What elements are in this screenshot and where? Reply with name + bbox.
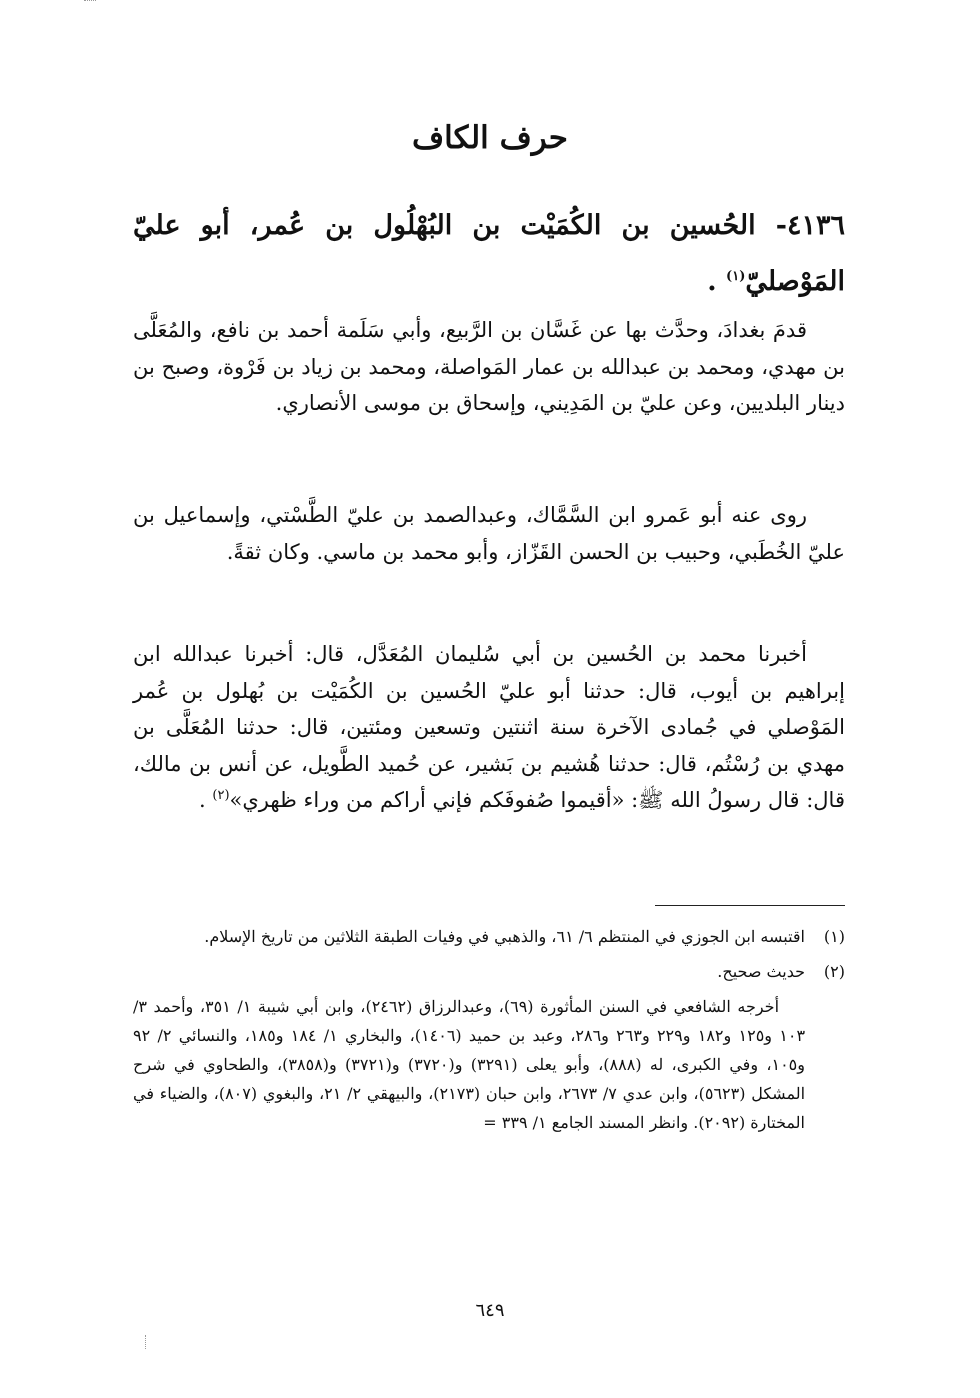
paragraph-hadith-text <box>133 636 845 819</box>
footnote-1-text: اقتبسه ابن الجوزي في المنتظم ٦/ ٦١، والذهبي في وفيات الطبقة الثلاثين من تاريخ الإسلام. <box>204 927 805 946</box>
footnote-2 <box>133 957 845 986</box>
paragraph-biography-text: قدمَ بغدادَ، وحدَّث بها عن غَسَّان بن الرَّبيع، وأبي سَلَمة أحمد بن نافع، والمُعَلَّى بن مهدي، ومحمد بن عبدالله بن عمار المَواصلة، ومحمد بن زياد بن فَرْوة، وصبح بن دينار البلديين، وعن عليّ بن المَدِيني، وإسحاق بن موسى الأنصاري. <box>133 318 845 415</box>
footnote-2-text: حديث صحيح. <box>717 962 805 981</box>
entry-heading-end: . <box>707 266 727 297</box>
paragraph-narrators <box>133 497 845 570</box>
hadith-text: أخبرنا محمد بن الحُسين بن أبي سُليمان المُعَدَّل، قال: أخبرنا عبدالله ابن إبراهيم بن أيوب، قال: حدثنا أبو عليّ الحُسين بن الكُمَيْت بن بُهلول بن عُمر المَوْصلي في جُمادى الآخرة سنة اثنتين وتسعين ومئتين، قال: حدثنا المُعَلَّى بن مهدي بن رُسْتُم، قال: حدثنا هُشيم بن بَشير، عن حُميد الطَّويل، عن أنس بن مالك، قال: قال رسولُ الله ﷺ: «أقيموا صُفوفَكم فإني أراكم من وراء ظهري» <box>133 642 845 812</box>
entry-heading-text: ٤١٣٦- الحُسين بن الكُمَيْت بن البُهْلُول بن عُمر، أبو عليّ المَوْصليّ <box>133 210 845 297</box>
footnote-ref-1: (١) <box>726 269 746 284</box>
section-title: حرف الكاف <box>412 120 568 156</box>
paragraph-hadith <box>133 636 845 819</box>
entry-heading <box>133 198 845 310</box>
footnote-2-detail: أخرجه الشافعي في السنن المأثورة (٦٩)، وعبدالرزاق (٢٤٦٢)، وابن أبي شيبة ١/ ٣٥١، وأحمد ٣/ ١٠٣ و١٢٥ و١٨٢ و٢٢٩ و٢٦٣ و٢٨٦، وعبد بن حميد (١٤٠٦)، والبخاري ١/ ١٨٤ و١٨٥، والنسائي ٢/ ٩٢ و١٠٥، وفي الكبرى، له (٨٨٨)، وأبو يعلى (٣٢٩١) و(٣٧٢٠) و(٣٧٢١) و(٣٨٥٨)، والطحاوي في شرح المشكل (٥٦٢٣)، وابن عدي ٧/ ٢٦٧٣، وابن حبان (٢١٧٣)، والبيهقي ٢/ ٢١، والبغوي (٨٠٧)، والضياء في المختارة (٢٠٩٢). وانظر المسند الجامع ١/ ٣٣٩ = <box>133 997 806 1132</box>
footnote-1 <box>133 922 845 951</box>
footnote-2-number: (٢) <box>823 962 845 981</box>
footnote-ref-2: (٢) <box>212 788 230 803</box>
scan-mark-bottom <box>145 1335 148 1349</box>
footnotes <box>133 922 845 1137</box>
paragraph-biography <box>133 312 845 422</box>
paragraph-narrators-text: روى عنه أبو عَمرو ابن السَّمَّاك، وعبدالصمد بن عليّ الطَّسْتي، وإسماعيل بن عليّ الخُطَبي، وحبيب بن الحسن القَزّاز، وأبو محمد بن ماسي. وكان ثقةً. <box>133 503 845 564</box>
hadith-end: . <box>199 788 213 812</box>
footnote-separator <box>655 905 845 906</box>
scan-mark-top <box>84 0 96 7</box>
page-number: ٦٤٩ <box>475 1300 505 1321</box>
footnote-1-number: (١) <box>823 927 845 946</box>
